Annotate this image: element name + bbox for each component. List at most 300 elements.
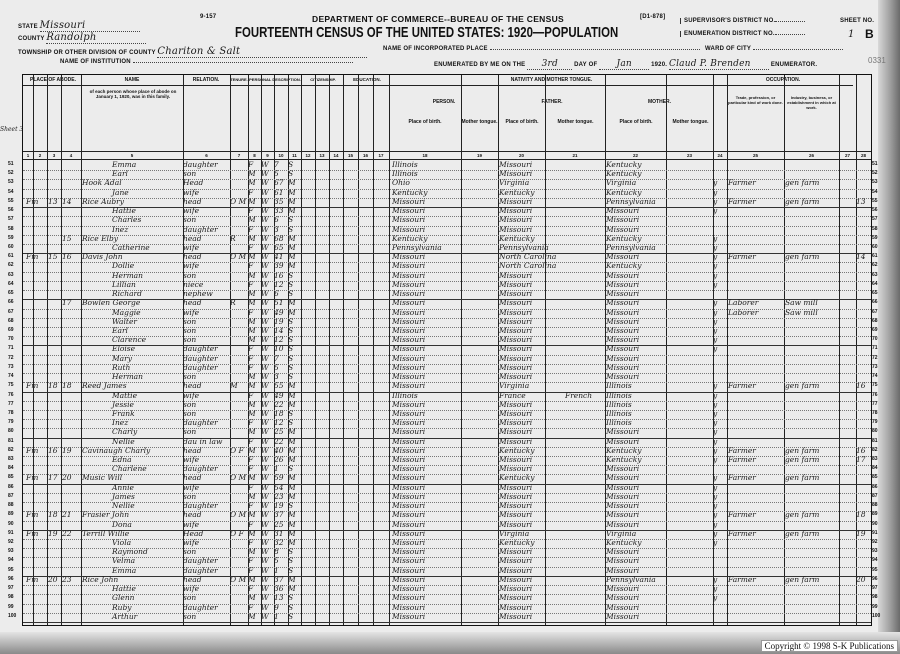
cell-english bbox=[713, 547, 725, 556]
cell-farm bbox=[856, 483, 870, 492]
cell-race: W bbox=[261, 565, 269, 575]
column-number: 26 bbox=[808, 153, 814, 158]
cell-farm bbox=[856, 391, 870, 400]
cell-father-tongue: French bbox=[565, 390, 593, 400]
cell-home: Fm bbox=[26, 528, 39, 538]
cell-relation: son bbox=[183, 270, 197, 280]
cell-father-tongue bbox=[565, 261, 604, 270]
cell-mother-bp: Missouri bbox=[606, 344, 640, 354]
cell-bp: Missouri bbox=[392, 335, 426, 345]
table-row bbox=[0, 464, 878, 474]
cell-family bbox=[62, 326, 78, 335]
table-row bbox=[0, 528, 878, 538]
cell-mother-bp: Pennsylvania bbox=[606, 574, 656, 584]
cell-dwelling: 17 bbox=[48, 473, 58, 483]
cell-age: 23 bbox=[274, 491, 284, 501]
cell-relation: son bbox=[183, 335, 197, 345]
cell-farm bbox=[856, 271, 870, 280]
cell-marital: M bbox=[288, 399, 296, 409]
line-number-right: 53 bbox=[872, 179, 878, 186]
column-number: 23 bbox=[686, 153, 692, 158]
cell-mother-bp: Virginia bbox=[606, 178, 637, 188]
cell-farm bbox=[856, 225, 870, 234]
table-row bbox=[0, 602, 878, 612]
cell-tenure: O F bbox=[230, 445, 244, 455]
cell-industry bbox=[785, 317, 837, 326]
cell-sex: F bbox=[248, 160, 254, 169]
cell-marital: M bbox=[288, 261, 296, 271]
cell-father-tongue bbox=[565, 326, 604, 335]
cell-home bbox=[26, 243, 48, 252]
cell-father-tongue bbox=[565, 381, 604, 390]
cell-mother-bp: Missouri bbox=[606, 491, 640, 501]
cell-father-bp: Missouri bbox=[499, 372, 533, 382]
township-field bbox=[18, 46, 367, 58]
cell-dwelling bbox=[48, 215, 62, 224]
line-number-right: 84 bbox=[872, 465, 878, 472]
cell-dwelling bbox=[48, 418, 62, 427]
cell-mother-bp: Missouri bbox=[606, 252, 640, 262]
cell-name: Raymond bbox=[112, 547, 148, 557]
cell-sex: M bbox=[248, 196, 256, 206]
header-father-tongue: Mother tongue. bbox=[557, 119, 594, 125]
cell-tenure bbox=[230, 261, 247, 270]
cell-father-bp: Missouri bbox=[499, 519, 533, 529]
cell-name: Music Will bbox=[82, 473, 123, 483]
line-number-right: 55 bbox=[872, 197, 878, 204]
cell-age: 1 bbox=[274, 611, 279, 621]
line-number: 78 bbox=[8, 409, 14, 416]
enumeration-date bbox=[434, 59, 817, 70]
cell-tenure: O M bbox=[230, 574, 247, 584]
cell-english: y bbox=[713, 390, 718, 400]
table-row bbox=[0, 252, 878, 262]
cell-name: Viola bbox=[112, 538, 132, 548]
cell-sex: F bbox=[248, 556, 254, 566]
cell-home bbox=[26, 188, 48, 197]
cell-name: Clarence bbox=[112, 335, 147, 345]
header-place-of-abode: PLACE OF ABODE. bbox=[30, 77, 76, 83]
cell-tenure bbox=[230, 566, 247, 575]
cell-age: 19 bbox=[274, 501, 284, 511]
cell-dwelling: 18 bbox=[48, 381, 58, 391]
cell-father-bp: Kentucky bbox=[499, 445, 535, 455]
cell-father-tongue bbox=[565, 529, 604, 538]
cell-relation: daughter bbox=[183, 353, 218, 363]
sheet-number: 1 bbox=[848, 29, 855, 40]
cell-dwelling bbox=[48, 455, 62, 464]
cell-tenure bbox=[230, 335, 247, 344]
cell-sex: M bbox=[248, 574, 256, 584]
table-row bbox=[0, 160, 878, 169]
cell-father-tongue bbox=[565, 427, 604, 436]
line-number: 61 bbox=[8, 253, 14, 260]
cell-occupation bbox=[728, 603, 783, 612]
cell-marital: M bbox=[288, 206, 296, 216]
line-number: 74 bbox=[8, 373, 14, 380]
column-number: 25 bbox=[752, 153, 758, 158]
table-row bbox=[0, 289, 878, 299]
cell-relation: daughter bbox=[183, 362, 218, 372]
line-number: 68 bbox=[8, 317, 14, 324]
form-number: 9-157 bbox=[200, 14, 217, 20]
cell-english bbox=[713, 169, 725, 178]
cell-sex: M bbox=[248, 372, 256, 382]
cell-age: 41 bbox=[274, 252, 284, 262]
line-number: 57 bbox=[8, 216, 14, 223]
page-title: FOURTEENTH CENSUS OF THE UNITED STATES: 1920—POPULATION bbox=[235, 24, 619, 41]
table-row bbox=[0, 501, 878, 511]
header-name: NAME bbox=[124, 77, 140, 83]
cell-family bbox=[62, 455, 78, 464]
cell-industry: gen farm bbox=[785, 381, 820, 391]
cell-occupation bbox=[728, 169, 783, 178]
cell-father-bp: Missouri bbox=[499, 482, 533, 492]
column-number: 19 bbox=[476, 153, 482, 158]
cell-english bbox=[713, 464, 725, 473]
line-number-right: 99 bbox=[872, 603, 878, 610]
cell-sex: M bbox=[248, 298, 256, 308]
cell-father-bp: Missouri bbox=[499, 224, 533, 234]
column-number: 4 bbox=[69, 153, 73, 158]
cell-name: Earl bbox=[112, 325, 128, 335]
header-mother-birthplace: Place of birth. bbox=[619, 119, 653, 125]
cell-farm: 13 bbox=[856, 196, 866, 206]
cell-marital: M bbox=[288, 538, 296, 548]
cell-relation: son bbox=[183, 399, 197, 409]
cell-tenure: O M bbox=[230, 196, 247, 206]
cell-father-bp: Missouri bbox=[499, 270, 533, 280]
cell-occupation bbox=[728, 427, 783, 436]
cell-bp: Missouri bbox=[392, 611, 426, 621]
cell-occupation bbox=[728, 243, 783, 252]
cell-marital: M bbox=[288, 252, 296, 262]
cell-family bbox=[62, 584, 78, 593]
cell-name: Edna bbox=[112, 455, 132, 465]
cell-name: Davis John bbox=[82, 252, 123, 262]
cell-relation: wife bbox=[183, 455, 200, 465]
cell-occupation bbox=[728, 409, 783, 418]
cell-english: y bbox=[713, 279, 718, 289]
cell-father-bp: Missouri bbox=[499, 196, 533, 206]
cell-name: Maggie bbox=[112, 307, 141, 317]
cell-dwelling bbox=[48, 261, 62, 270]
column-number: 13 bbox=[319, 153, 325, 158]
cell-name: Jane bbox=[112, 187, 129, 197]
cell-name: Hook Adal bbox=[82, 178, 122, 188]
line-number-right: 62 bbox=[872, 262, 878, 269]
cell-marital: S bbox=[288, 464, 294, 474]
cell-age: 40 bbox=[274, 445, 284, 455]
table-row bbox=[0, 362, 878, 372]
cell-sex: M bbox=[248, 510, 256, 520]
enumeration-district bbox=[680, 31, 805, 37]
cell-mother-bp: Pennsylvania bbox=[606, 196, 656, 206]
cell-industry: gen farm bbox=[785, 528, 820, 538]
line-number: 92 bbox=[8, 539, 14, 546]
cell-mother-bp: Kentucky bbox=[606, 455, 642, 465]
cell-english: y bbox=[713, 455, 718, 465]
cell-father-bp: Missouri bbox=[499, 455, 533, 465]
cell-father-bp: Missouri bbox=[499, 584, 533, 594]
cell-occupation: Farmer bbox=[728, 455, 756, 465]
column-number: 14 bbox=[333, 153, 339, 158]
cell-race: W bbox=[261, 335, 269, 345]
table-row bbox=[0, 565, 878, 575]
cell-occupation: Farmer bbox=[728, 381, 756, 391]
cell-dwelling bbox=[48, 188, 62, 197]
table-row bbox=[0, 593, 878, 603]
cell-name: Charles bbox=[112, 215, 142, 225]
cell-tenure bbox=[230, 391, 247, 400]
cell-mother-bp: Illinois bbox=[606, 399, 632, 409]
cell-race: W bbox=[261, 464, 269, 474]
cell-tenure bbox=[230, 178, 247, 187]
cell-mother-bp: Missouri bbox=[606, 584, 640, 594]
cell-age: 5 bbox=[274, 556, 279, 566]
county-value: Randolph bbox=[46, 32, 146, 44]
table-row bbox=[0, 224, 878, 234]
cell-age: 54 bbox=[274, 482, 284, 492]
cell-home bbox=[26, 271, 48, 280]
cell-father-tongue bbox=[565, 169, 604, 178]
cell-name: Glenn bbox=[112, 593, 135, 603]
cell-father-bp: Missouri bbox=[499, 547, 533, 557]
cell-english: y bbox=[713, 436, 718, 446]
cell-english bbox=[713, 160, 725, 169]
line-number-right: 63 bbox=[872, 271, 878, 278]
cell-age: 9 bbox=[274, 602, 279, 612]
cell-age: 68 bbox=[274, 233, 284, 243]
cell-race: W bbox=[261, 215, 269, 225]
cell-home: Fm bbox=[26, 473, 39, 483]
cell-race: W bbox=[261, 556, 269, 566]
line-number-right: 85 bbox=[872, 474, 878, 481]
line-number-right: 69 bbox=[872, 326, 878, 333]
cell-home bbox=[26, 612, 48, 621]
column-number: 10 bbox=[278, 153, 284, 158]
cell-industry: gen farm bbox=[785, 178, 820, 188]
cell-home bbox=[26, 335, 48, 344]
line-number: 93 bbox=[8, 548, 14, 555]
cell-relation: son bbox=[183, 427, 197, 437]
header-relation: RELATION. bbox=[192, 77, 220, 83]
cell-father-tongue bbox=[565, 538, 604, 547]
cell-father-bp: Missouri bbox=[499, 344, 533, 354]
cell-english: y bbox=[713, 519, 718, 529]
cell-marital: S bbox=[288, 408, 294, 418]
line-number: 62 bbox=[8, 262, 14, 269]
cell-marital: S bbox=[288, 362, 294, 372]
cell-occupation bbox=[728, 335, 783, 344]
cell-father-bp: Missouri bbox=[499, 510, 533, 520]
line-number-right: 76 bbox=[872, 391, 878, 398]
cell-industry bbox=[785, 427, 837, 436]
cell-dwelling bbox=[48, 538, 62, 547]
cell-father-tongue bbox=[565, 556, 604, 565]
cell-father-bp: Missouri bbox=[499, 491, 533, 501]
cell-name: Frank bbox=[112, 408, 135, 418]
cell-name: Dona bbox=[112, 519, 132, 529]
cell-father-bp: Missouri bbox=[499, 399, 533, 409]
cell-family: 19 bbox=[62, 445, 72, 455]
table-row bbox=[0, 169, 878, 179]
cell-marital: S bbox=[288, 353, 294, 363]
cell-father-tongue bbox=[565, 308, 604, 317]
table-row bbox=[0, 510, 878, 520]
cell-race: W bbox=[261, 224, 269, 234]
cell-father-tongue bbox=[565, 575, 604, 584]
cell-occupation bbox=[728, 261, 783, 270]
cell-relation: head bbox=[183, 252, 202, 262]
cell-home bbox=[26, 427, 48, 436]
cell-marital: M bbox=[288, 196, 296, 206]
cell-sex: M bbox=[248, 289, 256, 299]
cell-relation: head bbox=[183, 196, 202, 206]
cell-dwelling bbox=[48, 520, 62, 529]
cell-sex: M bbox=[248, 408, 256, 418]
cell-age: 3 bbox=[274, 224, 279, 234]
line-number-right: 71 bbox=[872, 345, 878, 352]
cell-dwelling bbox=[48, 427, 62, 436]
table-row bbox=[0, 178, 878, 188]
line-number: 87 bbox=[8, 492, 14, 499]
cell-sex: M bbox=[248, 528, 256, 538]
line-number: 53 bbox=[8, 179, 14, 186]
cell-father-bp: Missouri bbox=[499, 206, 533, 216]
cell-tenure bbox=[230, 280, 247, 289]
cell-bp: Missouri bbox=[392, 353, 426, 363]
table-row bbox=[0, 233, 878, 243]
header-person-birthplace: Place of birth. bbox=[408, 119, 442, 125]
cell-mother-bp: Missouri bbox=[606, 325, 640, 335]
cell-industry: gen farm bbox=[785, 574, 820, 584]
cell-relation: dau in law bbox=[183, 436, 223, 446]
cell-relation: wife bbox=[183, 187, 200, 197]
line-number-right: 82 bbox=[872, 446, 878, 453]
table-row bbox=[0, 519, 878, 529]
cell-marital: M bbox=[288, 178, 296, 188]
cell-marital: S bbox=[288, 325, 294, 335]
table-row bbox=[0, 547, 878, 557]
cell-relation: son bbox=[183, 593, 197, 603]
table-row bbox=[0, 584, 878, 594]
cell-marital: M bbox=[288, 528, 296, 538]
cell-farm bbox=[856, 243, 870, 252]
cell-english: y bbox=[713, 584, 718, 594]
cell-marital: S bbox=[288, 316, 294, 326]
cell-marital: M bbox=[288, 436, 296, 446]
column-number: 22 bbox=[632, 153, 638, 158]
cell-sex: F bbox=[248, 482, 254, 492]
cell-family bbox=[62, 271, 78, 280]
cell-mother-bp: Missouri bbox=[606, 436, 640, 446]
cell-father-tongue bbox=[565, 188, 604, 197]
cell-farm: 17 bbox=[856, 455, 866, 465]
table-row bbox=[0, 611, 881, 621]
cell-relation: head bbox=[183, 473, 202, 483]
cell-occupation bbox=[728, 372, 783, 381]
cell-home bbox=[26, 391, 48, 400]
cell-name: Terrill Willie bbox=[82, 528, 130, 538]
cell-mother-bp: Missouri bbox=[606, 602, 640, 612]
cell-sex: F bbox=[248, 436, 254, 446]
line-number-right: 95 bbox=[872, 566, 878, 573]
cell-farm bbox=[856, 326, 870, 335]
cell-home bbox=[26, 344, 48, 353]
cell-father-bp: Kentucky bbox=[499, 538, 535, 548]
cell-family bbox=[62, 289, 78, 298]
cell-mother-bp: Missouri bbox=[606, 215, 640, 225]
cell-relation: wife bbox=[183, 390, 200, 400]
line-number: 85 bbox=[8, 474, 14, 481]
cell-bp: Missouri bbox=[392, 427, 426, 437]
cell-family bbox=[62, 501, 78, 510]
cell-dwelling bbox=[48, 280, 62, 289]
cell-race: W bbox=[261, 491, 269, 501]
line-number-right: 72 bbox=[872, 354, 878, 361]
cell-name: James bbox=[112, 491, 135, 501]
cell-father-tongue bbox=[565, 178, 604, 187]
cell-mother-bp: Missouri bbox=[606, 353, 640, 363]
cell-dwelling bbox=[48, 317, 62, 326]
cell-industry bbox=[785, 556, 837, 565]
cell-father-tongue bbox=[565, 409, 604, 418]
cell-relation: daughter bbox=[183, 464, 218, 474]
cell-relation: wife bbox=[183, 242, 200, 252]
cell-sex: M bbox=[248, 445, 256, 455]
cell-occupation bbox=[728, 418, 783, 427]
cell-marital: M bbox=[288, 445, 296, 455]
cell-english bbox=[713, 603, 725, 612]
cell-family bbox=[62, 593, 78, 602]
cell-father-bp: Missouri bbox=[499, 279, 533, 289]
cell-marital: M bbox=[288, 455, 296, 465]
cell-home bbox=[26, 492, 48, 501]
cell-sex: F bbox=[248, 307, 254, 317]
cell-english bbox=[713, 566, 725, 575]
cell-dwelling bbox=[48, 612, 62, 621]
cell-sex: F bbox=[248, 584, 254, 594]
cell-father-tongue bbox=[565, 317, 604, 326]
cell-age: 65 bbox=[274, 242, 284, 252]
cell-dwelling bbox=[48, 298, 62, 307]
cell-race: W bbox=[261, 233, 269, 243]
cell-sex: M bbox=[248, 547, 256, 557]
cell-father-bp: North Carolina bbox=[499, 252, 557, 262]
cell-tenure: M bbox=[230, 381, 238, 391]
cell-english: y bbox=[713, 298, 718, 308]
cell-occupation: Farmer bbox=[728, 252, 756, 262]
cell-tenure bbox=[230, 492, 247, 501]
cell-age: 5 bbox=[274, 362, 279, 372]
header-mother: MOTHER. bbox=[647, 99, 672, 105]
line-number: 97 bbox=[8, 585, 14, 592]
line-number-right: 86 bbox=[872, 483, 878, 490]
cell-name: Ruth bbox=[112, 362, 131, 372]
department: DEPARTMENT OF COMMERCE--BUREAU OF THE CENSUS bbox=[312, 14, 564, 24]
cell-tenure bbox=[230, 243, 247, 252]
cell-home: Fm bbox=[26, 196, 39, 206]
cell-sex: M bbox=[248, 473, 256, 483]
line-number-right: 56 bbox=[872, 207, 878, 214]
cell-dwelling bbox=[48, 566, 62, 575]
cell-industry bbox=[785, 215, 837, 224]
cell-industry bbox=[785, 354, 837, 363]
cell-home bbox=[26, 455, 48, 464]
table-row bbox=[0, 556, 878, 566]
cell-age: 49 bbox=[274, 390, 284, 400]
